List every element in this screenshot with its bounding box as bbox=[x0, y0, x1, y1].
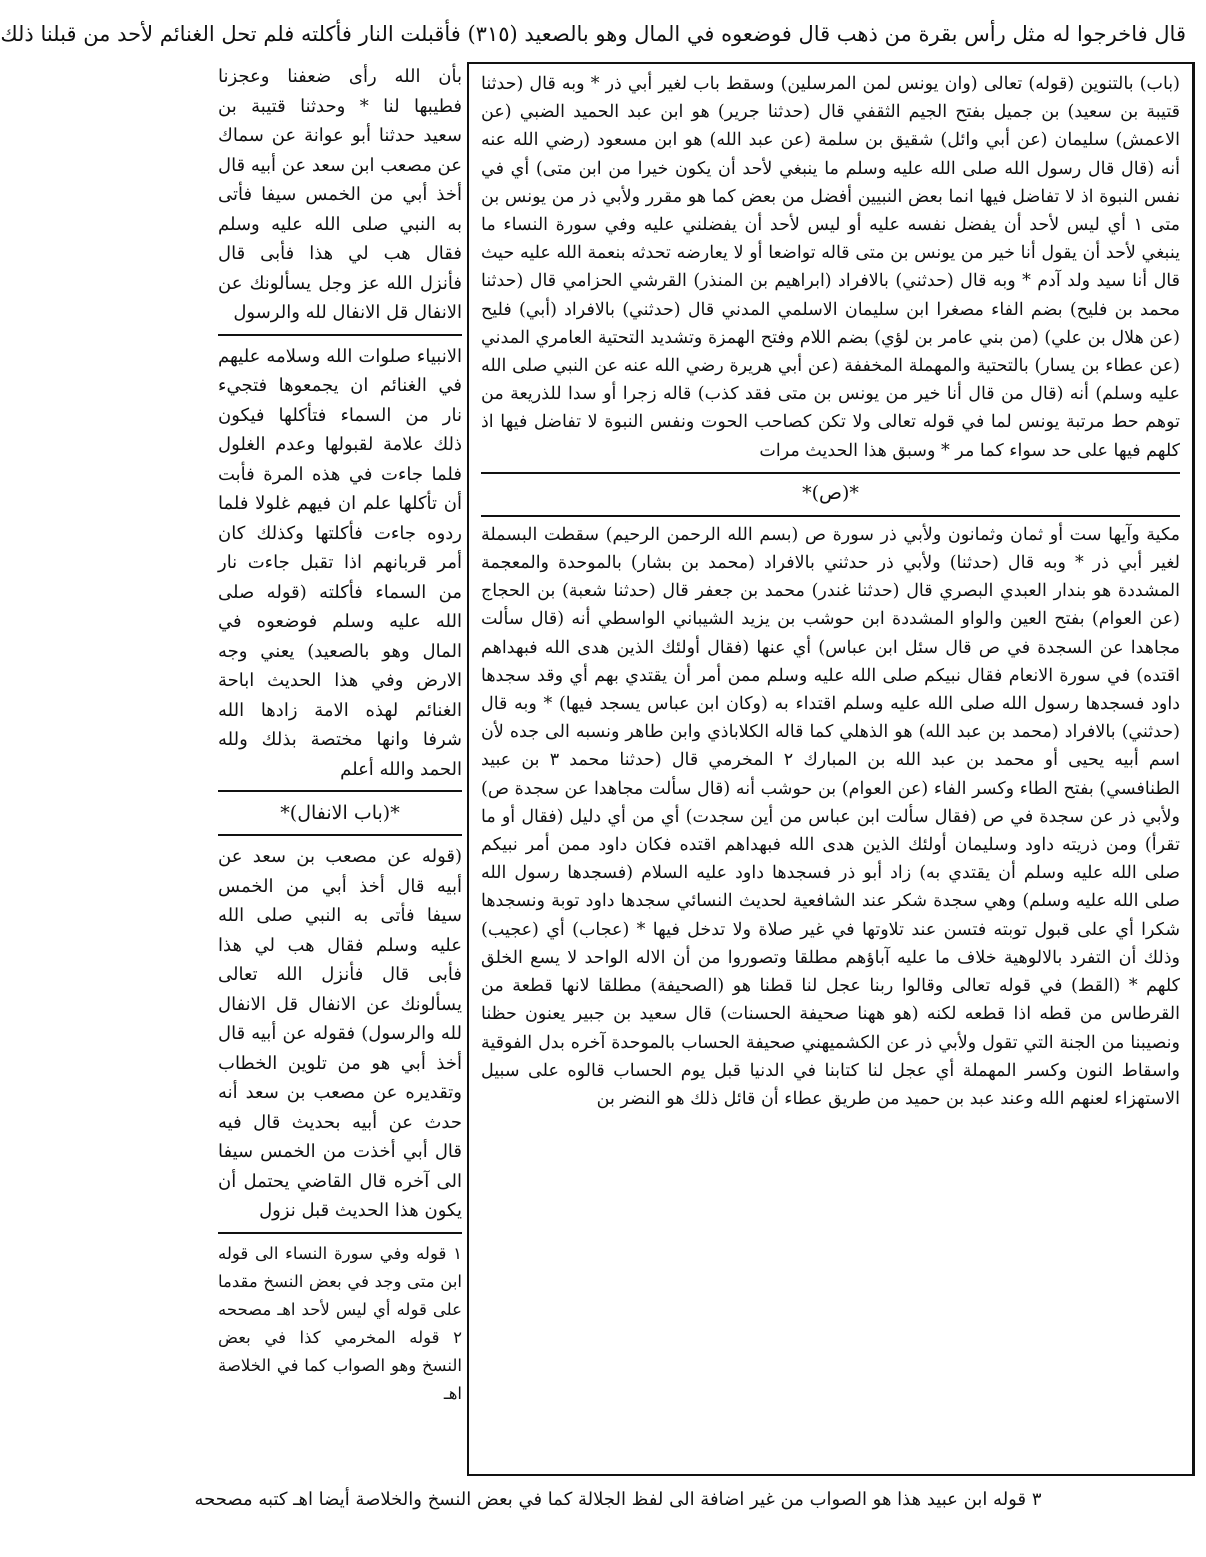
running-header: قال فاخرجوا له مثل رأس بقرة من ذهب قال فوضعوه في المال وهو بالصعيد (٣١٥) فأقبلت النار فأكلته فلم تحل الغنائم لأحد من قبلنا ذلك bbox=[0, 22, 1186, 46]
margin-paragraph-1: بأن الله رأى ضعفنا وعجزنا فطيبها لنا * وحدثنا قتيبة بن سعيد حدثنا أبو عوانة عن سماك عن مصعب ابن سعد عن أبيه قال أخذ أبي من الخمس سيفا فأتى به النبي صلى الله عليه وسلم فقال هب لي هذا فأبى قال فأنزل الله عز وجل يسألونك عن الانفال قل الانفال لله والرسول bbox=[217, 66, 462, 323]
main-paragraph-1: (باب) بالتنوين (قوله) تعالى (وان يونس لمن المرسلين) وسقط باب لغير أبي ذر * وبه قال (حدثنا قتيبة بن سعيد) بن جميل بفتح الجيم الثقفي قال (حدثنا جرير) هو ابن عبد الحميد الضبي (عن الاعمش) سليمان (عن أبي وائل) شقيق بن سلمة (عن عبد الله) هو ابن مسعود (رضي الله عنه أنه (قال قال رسول الله صلى الله عليه وسلم ما ينبغي لأحد أن يكون خيرا من ابن متى) أي في نفس النبوة اذ لا تفاضل فيها انما بعض النبيين أفضل من بعض كما هو مقرر ولأبي ذر من يونس بن متى ١ أي ليس لأحد أن يفضل نفسه عليه أو ليس لأحد أن يفضلني عليه وفي سورة النساء ما ينبغي لأحد أن يقول أنا خير من يونس بن متى قاله تواضعا أو لا يعارضه تحدثه بنعمة الله عليه حيث قال أنا سيد ولد آدم * وبه قال (حدثني) بالافراد (ابراهيم بن المنذر) القرشي الحزامي قال (حدثنا محمد بن فليح) بضم الفاء مصغرا ابن سليمان الاسلمي المدني قال (حدثني) بالافراد (أبي) فليح (عن هلال بن علي) (من بني عامر بن لؤي) بضم اللام وفتح الهمزة وتشديد التحتية العامري المدني (عن عطاء بن يسار) بالتحتية والمهملة المخففة (عن أبي هريرة رضي الله عنه عن النبي صلى الله عليه وسلم) أنه (قال من قال أنا خير من يونس بن متى فقد كذب) قاله زجرا أو سدا للذريعة من توهم حط مرتبة يونس لما في قوله تعالى ولا تكن كصاحب الحوت ونفس النبوة لا تفاضل فيها اذ كلهم فيها على حد سواء كما مر * وسبق هذا الحديث مرات bbox=[481, 74, 1180, 461]
main-text-column bbox=[467, 62, 1195, 1476]
section-divider bbox=[481, 472, 1180, 474]
page-footnote: ٣ قوله ابن عبيد هذا هو الصواب من غير اضافة الى لفظ الجلالة كما في بعض النسخ والخلاصة أيضا اهـ كتبه مصححه bbox=[194, 1489, 1042, 1510]
margin-divider-3 bbox=[218, 834, 462, 836]
margin-paragraph-3: (قوله عن مصعب بن سعد عن أبيه قال أخذ أبي من الخمس سيفا فأتى به النبي صلى الله عليه وسلم فقال هب لي هذا فأبى قال فأنزل الله تعالى يسألونك عن الانفال قل الانفال لله والرسول) فقوله عن أبيه قال أخذ أبي هو من تلوين الخطاب وتقديره عن مصعب بن سعد أنه حدث عن أبيه بحديث قال فيه قال أبي أخذت من الخمس سيفا الى آخره قال القاضي يحتمل أن يكون هذا الحديث قبل نزول bbox=[218, 846, 462, 1221]
margin-commentary-column bbox=[218, 62, 462, 1476]
section-title-sad: *(ص)* bbox=[802, 481, 859, 504]
section-divider-2 bbox=[481, 515, 1180, 517]
margin-divider bbox=[218, 334, 462, 336]
margin-divider-2 bbox=[218, 790, 462, 792]
margin-divider-4 bbox=[218, 1232, 462, 1234]
margin-footnotes: ١ قوله وفي سورة النساء الى قوله ابن متى وجد في بعض النسخ مقدما على قوله أي ليس لأحد اهـ مصححه ٢ قوله المخرمي كذا في بعض النسخ وهو الصواب كما في الخلاصة اهـ bbox=[218, 1243, 462, 1403]
margin-title-anfal: *(باب الانفال)* bbox=[280, 802, 400, 824]
main-paragraph-2: مكية وآيها ست أو ثمان وثمانون ولأبي ذر سورة ص (بسم الله الرحمن الرحيم) سقطت البسملة لغير أبي ذر * وبه قال (حدثنا) ولأبي ذر حدثني بالافراد (محمد بن بشار) بالموحدة والمعجمة المشددة هو بندار العبدي البصري قال (حدثنا غندر) محمد بن جعفر قال (حدثنا شعبة) بن الحجاج (عن العوام) بفتح العين والواو المشددة ابن حوشب بن يزيد الشيباني الواسطي أنه (قال سألت مجاهدا عن السجدة في ص قال سئل ابن عباس) أي عنها (فقال أولئك الذين هدى الله فبهداهم اقتده) في سورة الانعام فقال نبيكم صلى الله عليه وسلم ممن أمر أن يقتدي بهم أي وقد سجدها داود فسجدها رسول الله صلى الله عليه وسلم اقتداء به (وكان ابن عباس يسجد فيها) * وبه قال (حدثني) بالافراد (محمد بن عبد الله) هو الذهلي كما قاله الكلاباذي وابن طاهر ونسبه الى جده لأن اسم أبيه يحيى أو محمد بن عبد الله بن المبارك ٢ المخرمي قال (حدثنا محمد ٣ بن عبيد الطنافسي) بفتح الطاء وكسر الفاء (عن العوام) بن حوشب أنه (قال سألت مجاهدا عن سجدة ص) ولأبي ذر عن سجدة في ص (فقال سألت ابن عباس من أين سجدت) أي من أي دليل (فقال أو ما تقرأ) ومن ذريته داود وسليمان أولئك الذين هدى الله فبهداهم اقتده فكان داود ممن أمر نبيكم صلى الله عليه وسلم أن يقتدي به) زاد أبو ذر فسجدها داود عليه السلام (فسجدها رسول الله صلى الله عليه وسلم) وهي سجدة شكر عند الشافعية لحديث النسائي سجدها داود توبة ونسجدها شكرا أي على قبول توبته فتسن عند تلاوتها في غير صلاة ولا تدخل فيها * (عجاب) أي (عجيب) وذلك أن التفرد بالالوهية خلاف ما عليه آباؤهم مطلقا وتصوروا من أن الاله الواحد لا يسع الخلق كلهم * (القط) في قوله تعالى وقالوا ربنا عجل لنا قطنا هو (الصحيفة) مطلقا لانها قطعة من القرطاس من قطه اذا قطعه لكنه (هو ههنا صحيفة الحسنات) قال سعيد بن جبير يعنون حظنا ونصيبنا من الجنة التي تقول ولأبي ذر عن الكشميهني صحيفة الحساب بالموحدة آخره بدل الفوقية واسقاط النون وكسر المهملة أي عجل لنا كتابنا في الدنيا قبل يوم الحساب قالوه على سبيل الاستهزاء لعنهم الله وعند عبد بن حميد من طريق عطاء أن قائل ذلك هو النضر بن bbox=[481, 524, 1180, 1109]
margin-paragraph-2: الانبياء صلوات الله وسلامه عليهم في الغنائم ان يجمعوها فتجيء نار من السماء فتأكلها فيكون ذلك علامة لقبولها وعدم الغلول فلما جاءت في هذه المرة فأبت أن تأكلها علم ان فيهم غلولا فلما ردوه جاءت فأكلتها وكذلك كان أمر قربانهم اذا تقبل جاءت نار من السماء فأكلته (قوله صلى الله عليه وسلم فوضعوه في المال وهو بالصعيد) يعني وجه الارض وفي هذا الحديث اباحة الغنائم لهذه الامة زادها الله شرفا وانها مختصة بذلك ولله الحمد والله أعلم bbox=[218, 345, 462, 780]
